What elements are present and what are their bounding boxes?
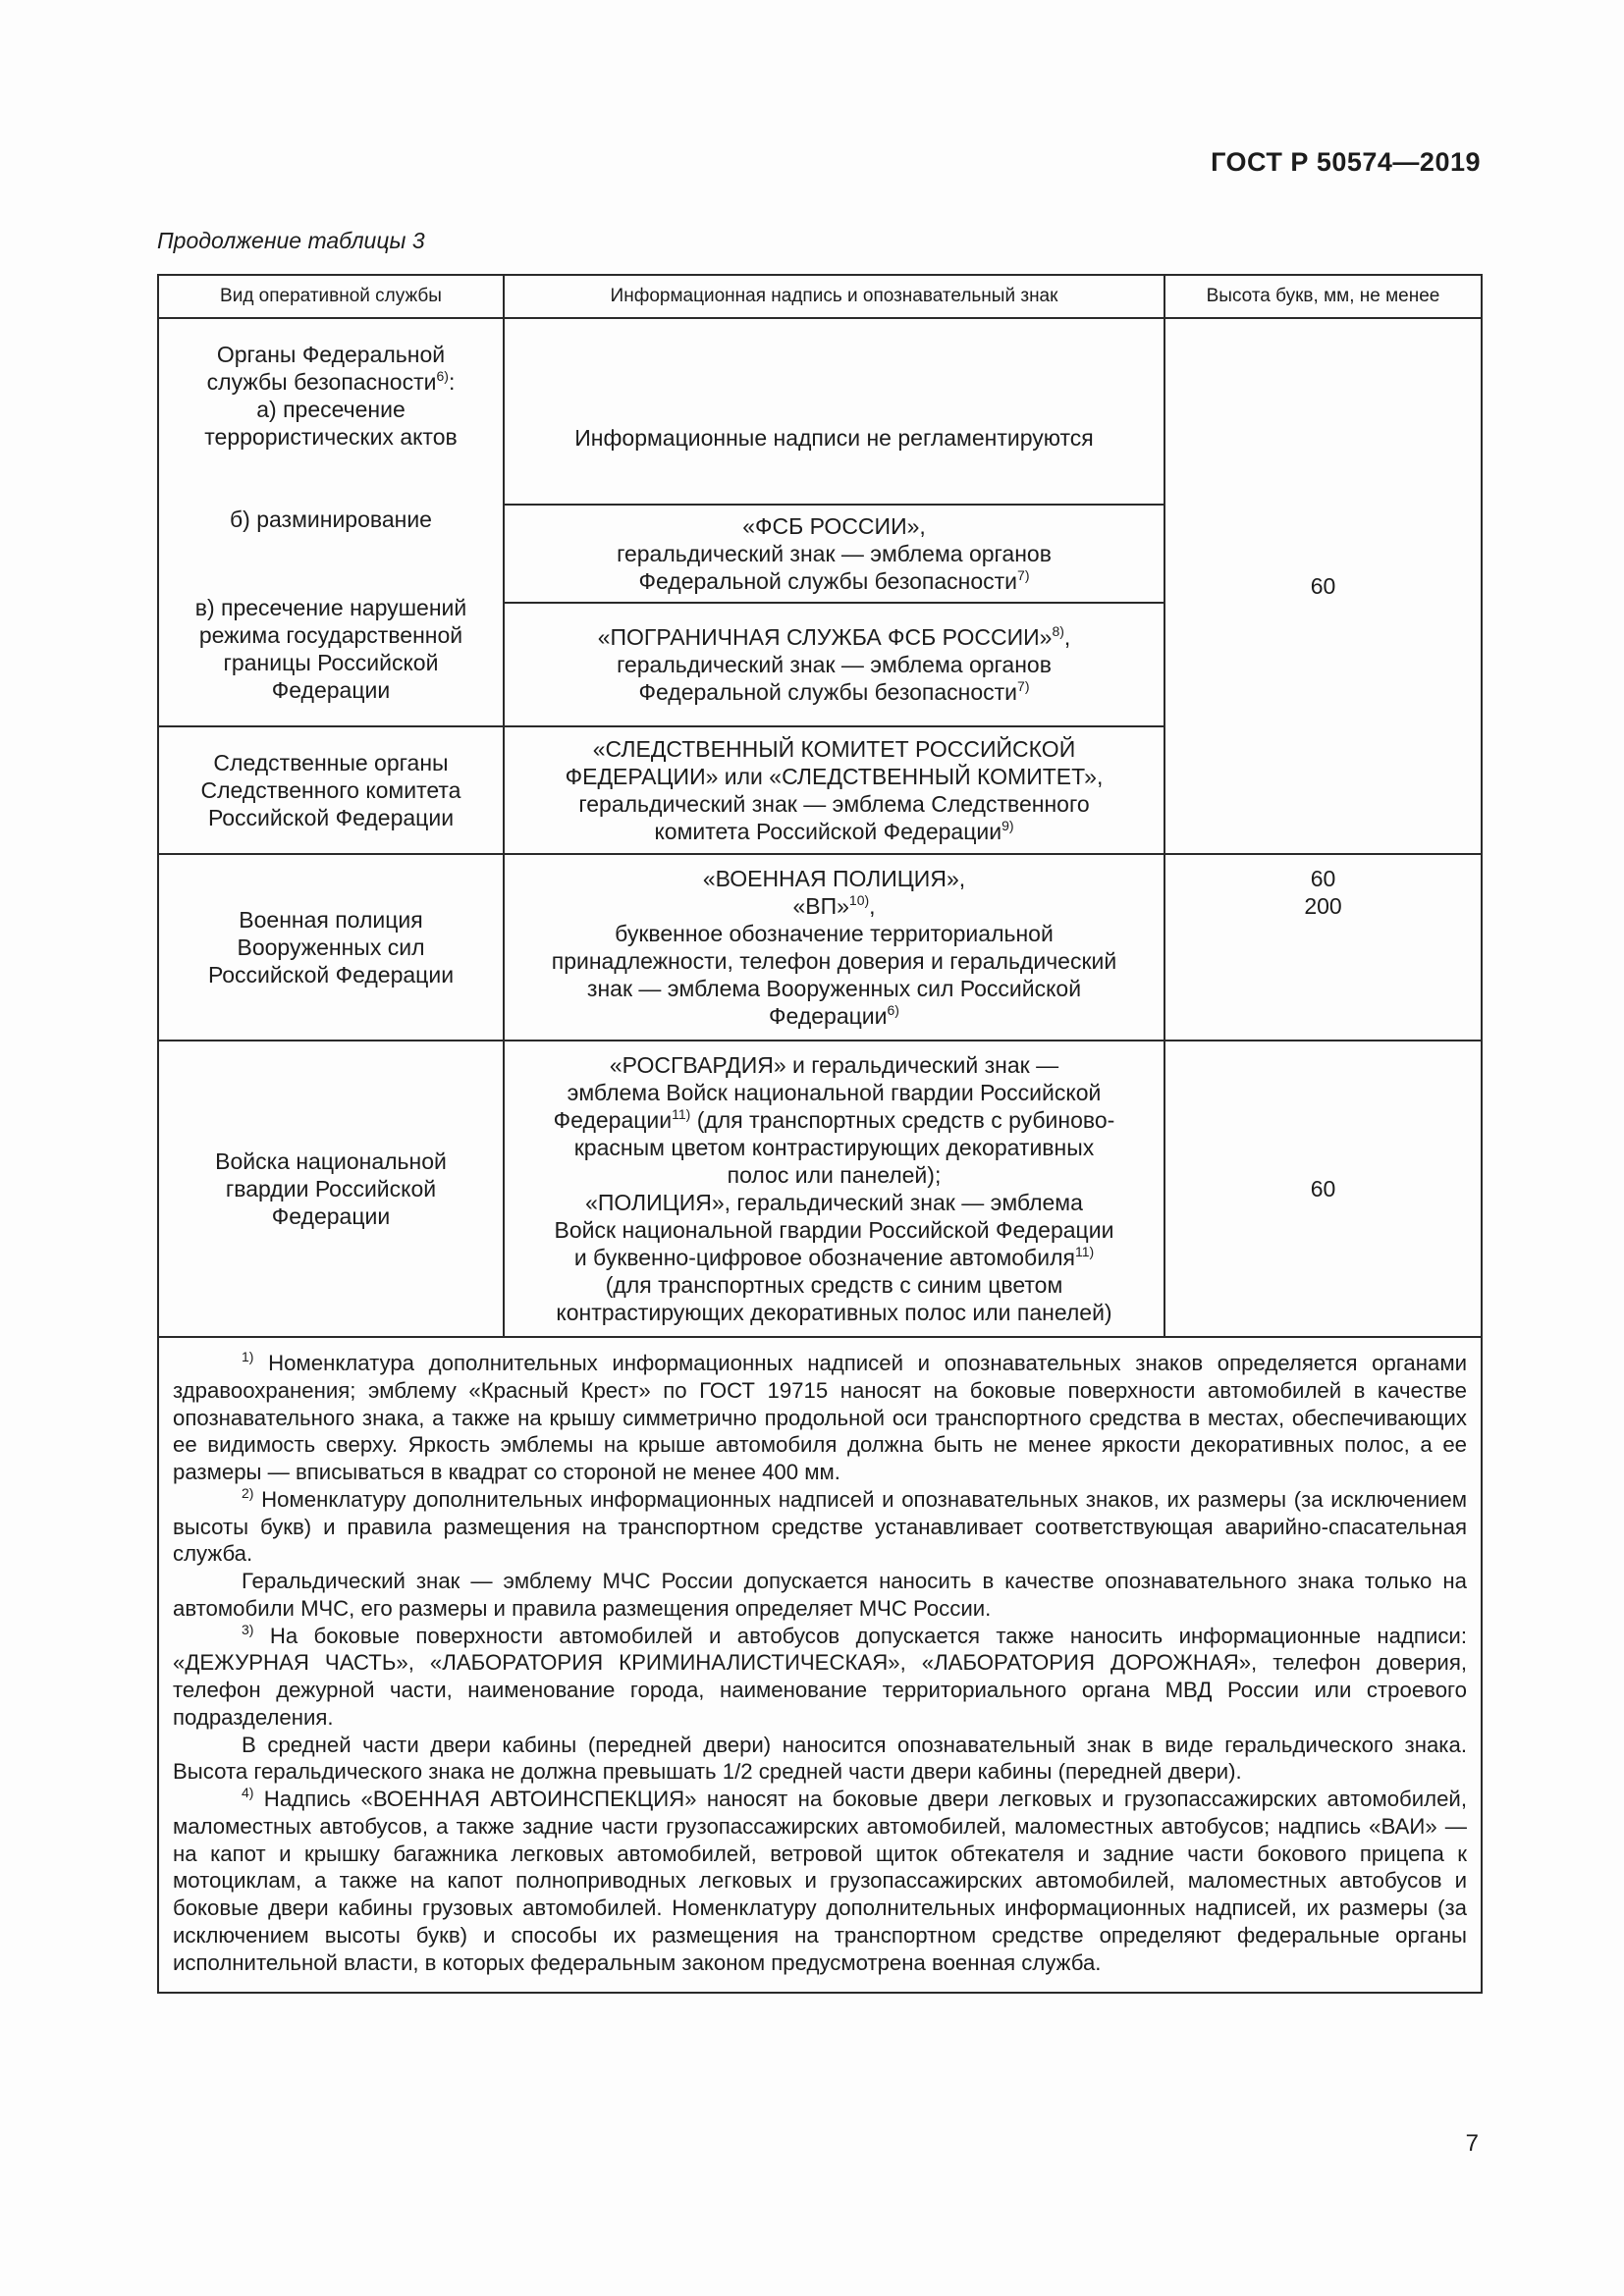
mp-height-cell: [1164, 854, 1482, 1041]
mp-info-line5: знак — эмблема Вооруженных сил Российской: [586, 976, 1082, 1002]
fsb-v-info-line1: «ПОГРАНИЧНАЯ СЛУЖБА ФСБ РОССИИ»: [597, 623, 1053, 650]
footnote-ref: 11): [1074, 1244, 1095, 1260]
mp-info-line3: буквенное обозначение территориальной: [615, 920, 1054, 946]
note-2-continued: Геральдический знак — эмблему МЧС России допускается наносить в качестве опознавательного знака только на автомобили МЧС, его размеры и правила размещения определяет МЧС России.: [173, 1569, 1467, 1621]
note-3-continued: В средней части двери кабины (передней двери) наносится опознавательный знак в виде геральдического знака. Высота геральдического знака не должна превышать 1/2 средней части двери кабины (передней двери).: [173, 1732, 1467, 1785]
sk-inscription: [504, 726, 1164, 854]
services-table: [157, 274, 1483, 1994]
mp-label-line2: Вооруженных сил: [237, 934, 425, 960]
rg-label-line2: гвардии Российской: [225, 1175, 437, 1201]
header-inscription: Информационная надпись и опознавательный знак: [504, 275, 1164, 318]
fsb-v-line2: режима государственной: [198, 622, 463, 649]
fsb-b-info-line3: Федеральной службы безопасности: [638, 568, 1018, 595]
rg-info-line3b: (для транспортных средств с рубиново-: [690, 1106, 1115, 1133]
fsb-v-line4: Федерации: [271, 677, 391, 704]
note-1: [173, 1350, 1467, 1486]
letter-height-value: 60: [1310, 1175, 1336, 1201]
footnote-ref: 9): [1001, 818, 1014, 834]
fsb-a-line1: а) пресечение: [256, 396, 406, 422]
fsb-a-line2: террористических актов: [204, 423, 458, 450]
fsb-v-info-line2: геральдический знак — эмблема органов: [617, 651, 1052, 677]
mp-label-line3: Российской Федерации: [207, 962, 455, 988]
note-text: Надпись «ВОЕННАЯ АВТОИНСПЕКЦИЯ» наносят на боковые двери легковых и грузопассажирских автомобилей, маломестных автобусов, а также задние части грузопассажирских автомобилей, маломестных автобусов; надпись «ВАИ» — на капот и крышку багажника легковых автомобилей, ветровой щиток обтекателя и задние части бокового прицепа к мотоциклам, а также на капот полноприводных легковых и грузопассажирских автомобилей, маломестных автобусов и боковые двери кабины грузовых автомобилей. Номенклатуру дополнительных информационных надписей, их размеры (за исключением высоты букв) и способы их размещения на транспортном средстве определяют федеральные органы исполнительной власти, в которых федеральным законом предусмотрена военная служба.: [173, 1787, 1467, 1975]
mp-info-line2: «ВП»: [792, 892, 849, 919]
footnote-ref: 6): [887, 1002, 899, 1019]
mp-inscription: [504, 854, 1164, 1041]
rg-label-line3: Федерации: [271, 1203, 391, 1230]
note-mark: 4): [242, 1785, 254, 1800]
footnote-ref: 7): [1017, 678, 1030, 695]
table-row-military-police: [158, 854, 1482, 1041]
table-row-fsb-a: [158, 318, 1482, 505]
table-row-rosgvardia: [158, 1041, 1482, 1337]
rg-info-line3a: Федерации: [553, 1106, 673, 1133]
mp-service-cell: [158, 854, 504, 1041]
rg-info-line7: Войск национальной гвардии Российской Федерации: [554, 1217, 1114, 1244]
mp-info-line6: Федерации: [769, 1003, 888, 1030]
table-header-row: [158, 275, 1482, 318]
comma: ,: [1063, 623, 1071, 650]
header-letter-height: Высота букв, мм, не менее: [1164, 275, 1482, 318]
fsb-a-inscription: [504, 318, 1164, 505]
sk-label-line2: Следственного комитета: [200, 776, 461, 803]
fsb-a-info: Информационные надписи не регламентируются: [574, 424, 1094, 451]
colon: :: [448, 368, 456, 395]
sk-label-line3: Российской Федерации: [207, 805, 455, 831]
document-id: ГОСТ Р 50574—2019: [1211, 147, 1481, 177]
rg-info-line2: эмблема Войск национальной гвардии Российской: [567, 1079, 1102, 1105]
mp-label-line1: Военная полиция: [239, 906, 423, 933]
rg-inscription: [504, 1041, 1164, 1337]
note-text: Номенклатура дополнительных информационных надписей и опознавательных знаков определяется органами здравоохранения; эмблему «Красный Крест» по ГОСТ 19715 наносят на боковые поверхности автомобилей в качестве опознавательного знака, а также на крышу симметрично продольной оси транспортного средства в местах, обеспечивающих ее видимость сверху. Яркость эмблемы на крыше автомобиля должна быть не менее яркости декоративных полос, а ее размеры — вписываться в квадрат со стороной не менее 400 мм.: [173, 1351, 1467, 1484]
mp-info-line4: принадлежности, телефон доверия и геральдический: [551, 948, 1117, 974]
note-4: [173, 1786, 1467, 1976]
note-text: Номенклатуру дополнительных информационных надписей и опознавательных знаков, их размеры (за исключением высоты букв) и правила размещения на транспортном средстве устанавливает соответствующая аварийно-спасательная служба.: [173, 1486, 1467, 1567]
fsb-b-info-line1: «ФСБ РОССИИ»,: [742, 512, 926, 539]
rg-info-line9: (для транспортных средств с синим цветом: [605, 1272, 1063, 1299]
rg-info-line5: полос или панелей);: [727, 1161, 942, 1188]
rg-info-line4: красным цветом контрастирующих декоративных: [573, 1134, 1095, 1160]
sk-info-line3: геральдический знак — эмблема Следственного: [578, 791, 1090, 817]
rg-height-cell: [1164, 1041, 1482, 1337]
rg-service-cell: [158, 1041, 504, 1337]
sk-info-line1: «СЛЕДСТВЕННЫЙ КОМИТЕТ РОССИЙСКОЙ: [592, 735, 1076, 762]
note-mark: 3): [242, 1621, 254, 1637]
note-mark: 2): [242, 1484, 254, 1501]
letter-height-value: 60: [1310, 866, 1336, 891]
footnote-ref: 8): [1052, 622, 1064, 639]
note-mark: 1): [242, 1349, 254, 1364]
sk-service-cell: [158, 726, 504, 854]
sk-info-line4: комитета Российской Федерации: [654, 819, 1002, 845]
fsb-v-line1: в) пресечение нарушений: [194, 595, 467, 621]
rg-info-line1: «РОСГВАРДИЯ» и геральдический знак —: [609, 1051, 1059, 1078]
note-2: [173, 1486, 1467, 1568]
footnote-ref: 11): [672, 1105, 691, 1122]
footnote-ref: 10): [848, 891, 870, 908]
rg-info-line6: «ПОЛИЦИЯ», геральдический знак — эмблема: [585, 1190, 1083, 1215]
rg-label-line1: Войска национальной: [215, 1148, 447, 1174]
fsb-v-line3: границы Российской: [223, 650, 439, 676]
header-service-type: Вид оперативной службы: [158, 275, 504, 318]
rg-info-line10: контрастирующих декоративных полос или панелей): [556, 1300, 1112, 1326]
letter-height-value: 60: [1310, 572, 1336, 599]
comma: ,: [869, 892, 876, 919]
fsb-title-line2: службы безопасности: [206, 368, 437, 395]
fsb-sk-height-cell: [1164, 318, 1482, 854]
sk-label-line1: Следственные органы: [213, 749, 449, 775]
rg-info-line8: и буквенно-цифровое обозначение автомобиля: [573, 1245, 1075, 1271]
fsb-b-label: б) разминирование: [230, 506, 432, 532]
note-3: [173, 1623, 1467, 1732]
mp-info-line1: «ВОЕННАЯ ПОЛИЦИЯ»,: [702, 865, 966, 891]
footnote-ref: 6): [436, 367, 449, 384]
fsb-v-inscription: [504, 603, 1164, 726]
fsb-service-cell: [158, 318, 504, 726]
footnote-ref: 7): [1017, 567, 1030, 584]
note-text: На боковые поверхности автомобилей и автобусов допускается также наносить информационные надписи: «ДЕЖУРНАЯ ЧАСТЬ», «ЛАБОРАТОРИЯ КРИМИНАЛИСТИЧЕСКАЯ», «ЛАБОРАТОРИЯ ДОРОЖНАЯ», телефон доверия, телефон дежурной части, наименование города, наименование территориального органа МВД России или строевого подразделения.: [173, 1623, 1467, 1730]
sk-info-line2: ФЕДЕРАЦИИ» или «СЛЕДСТВЕННЫЙ КОМИТЕТ»,: [565, 763, 1104, 789]
page-number: 7: [1465, 2130, 1479, 2157]
fsb-b-inscription: [504, 505, 1164, 603]
fsb-b-info-line2: геральдический знак — эмблема органов: [617, 540, 1052, 566]
table-notes: [158, 1337, 1482, 1993]
fsb-title-line1: Органы Федеральной: [216, 341, 446, 367]
letter-height-value: 200: [1304, 893, 1342, 920]
table-notes-row: [158, 1337, 1482, 1993]
table-caption: Продолжение таблицы 3: [157, 228, 425, 253]
fsb-v-info-line3: Федеральной службы безопасности: [638, 679, 1018, 706]
